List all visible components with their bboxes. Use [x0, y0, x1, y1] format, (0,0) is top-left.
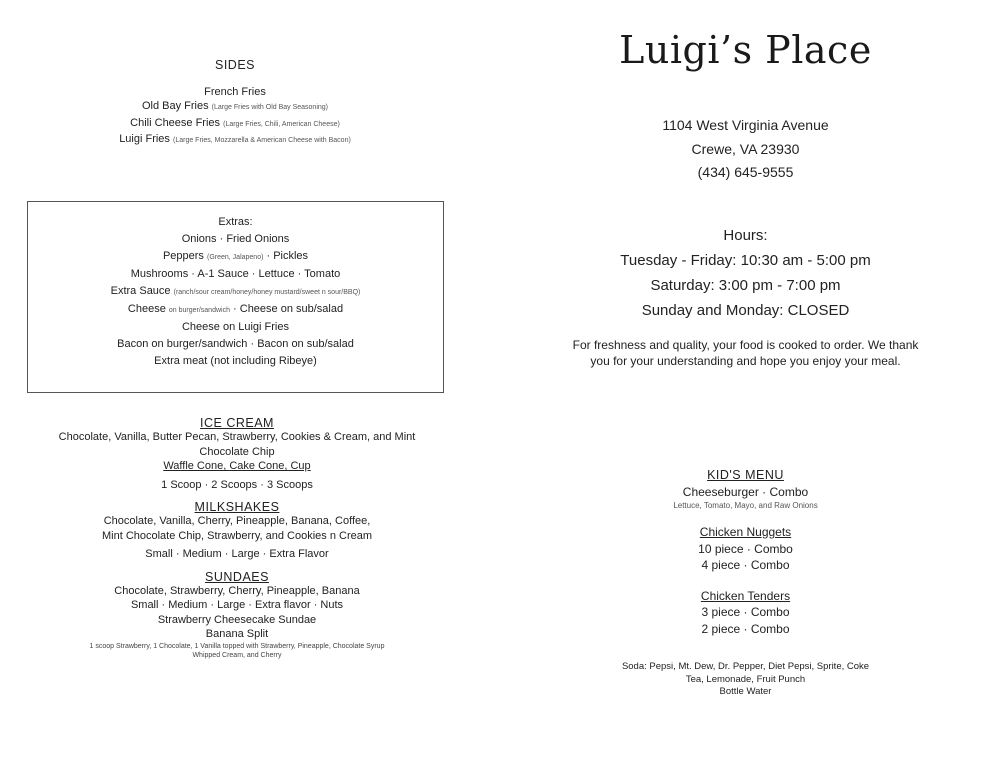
phone-number: (434) 645-9555 — [697, 164, 794, 180]
address-block — [497, 114, 994, 185]
sides-heading: SIDES — [214, 58, 255, 72]
kids-menu-heading: KID'S MENU — [707, 468, 784, 482]
kids-nuggets-option: 4 piece · Combo — [701, 558, 790, 572]
extras-note: (ranch/sour cream/honey/honey mustard/sweet n sour/BBQ) — [173, 289, 361, 296]
milkshakes-sizes: Small · Medium · Large · Extra Flavor — [145, 548, 329, 560]
extras-text: · Cheese on sub/salad — [233, 303, 344, 315]
extras-text: · Pickles — [266, 250, 309, 262]
freshness-note — [497, 337, 994, 369]
desserts-section — [0, 416, 474, 661]
sundaes-heading: SUNDAES — [205, 569, 269, 584]
extras-text: Peppers — [162, 250, 204, 262]
note-line: For freshness and quality, your food is cooked to order. We thank — [572, 338, 919, 352]
sides-item — [0, 99, 470, 115]
kids-tenders-heading: Chicken Tenders — [700, 588, 791, 603]
extras-line: Extra meat (not including Ribeye) — [154, 355, 317, 367]
right-panel — [497, 0, 994, 768]
sundaes-banana-split: Banana Split — [205, 628, 269, 640]
drinks-block — [497, 661, 994, 699]
sides-item-detail: (Large Fries, Chili, American Cheese) — [223, 120, 340, 128]
drinks-line: Bottle Water — [719, 686, 772, 697]
extras-title: Extras: — [218, 216, 253, 228]
kids-tenders-option: 3 piece · Combo — [701, 605, 790, 619]
banana-split-description: Whipped Cream, and Cherry — [192, 652, 282, 659]
city-state-zip: Crewe, VA 23930 — [691, 140, 800, 157]
hours-saturday: Saturday: 3:00 pm - 7:00 pm — [650, 277, 841, 294]
restaurant-title: Luigi’s Place — [619, 28, 872, 72]
icecream-heading: ICE CREAM — [200, 416, 274, 430]
drinks-line: Soda: Pepsi, Mt. Dew, Dr. Pepper, Diet Pepsi, Sprite, Coke — [621, 661, 870, 672]
icecream-flavors: Chocolate, Vanilla, Butter Pecan, Strawberry, Cookies & Cream, and Mint — [58, 431, 416, 443]
sides-item — [0, 132, 470, 148]
icecream-flavors: Chocolate Chip — [199, 445, 275, 458]
extras-note: (Green, Jalapeno) — [207, 254, 264, 261]
hours-closed: Sunday and Monday: CLOSED — [641, 302, 850, 319]
street-address: 1104 West Virginia Avenue — [662, 117, 829, 133]
kids-cheeseburger-desc: Lettuce, Tomato, Mayo, and Raw Onions — [673, 500, 818, 510]
extras-line: Mushrooms · A-1 Sauce · Lettuce · Tomato — [130, 268, 341, 280]
milkshakes-flavors: Mint Chocolate Chip, Strawberry, and Cookies n Cream — [101, 529, 373, 542]
hours-label: Hours: — [723, 227, 768, 244]
extras-line: Bacon on burger/sandwich · Bacon on sub/salad — [117, 338, 354, 350]
kids-nuggets-option: 10 piece · Combo — [698, 541, 793, 556]
milkshakes-flavors: Chocolate, Vanilla, Cherry, Pineapple, Banana, Coffee, — [103, 515, 371, 527]
sides-item — [0, 85, 470, 99]
note-line: you for your understanding and hope you enjoy your meal. — [590, 354, 901, 368]
extras-note: on burger/sandwich — [168, 307, 230, 314]
sides-item-detail: (Large Fries, Mozzarella & American Cheese with Bacon) — [173, 136, 351, 144]
kids-cheeseburger: Cheeseburger · Combo — [682, 485, 809, 499]
kids-nuggets-heading: Chicken Nuggets — [699, 525, 792, 539]
sundaes-cheesecake: Strawberry Cheesecake Sundae — [157, 613, 317, 626]
sides-item-detail: (Large Fries with Old Bay Seasoning) — [211, 104, 329, 112]
kids-menu — [497, 468, 994, 637]
hours-block — [497, 223, 994, 323]
extras-text: Extra Sauce — [110, 285, 171, 297]
sides-item-name: Luigi Fries — [119, 132, 170, 145]
drinks-line: Tea, Lemonade, Fruit Punch — [685, 673, 806, 685]
milkshakes-heading: MILKSHAKES — [194, 500, 280, 514]
extras-line: Cheese on Luigi Fries — [181, 321, 289, 333]
banana-split-description: 1 scoop Strawberry, 1 Chocolate, 1 Vanilla topped with Strawberry, Pineapple, Chocolate Syrup — [89, 642, 385, 650]
extras-line — [28, 301, 443, 319]
sundaes-sizes: Small · Medium · Large · Extra flavor · Nuts — [130, 599, 344, 611]
sides-item-name: French Fries — [204, 86, 266, 98]
extras-line — [28, 283, 443, 301]
sides-section — [0, 58, 470, 148]
sundaes-flavors: Chocolate, Strawberry, Cherry, Pineapple, Banana — [114, 584, 360, 597]
extras-box — [27, 201, 444, 393]
kids-tenders-option: 2 piece · Combo — [701, 621, 790, 636]
sides-item-name: Old Bay Fries — [141, 100, 209, 113]
icecream-scoops: 1 Scoop · 2 Scoops · 3 Scoops — [161, 478, 313, 491]
sides-item — [0, 116, 470, 132]
left-panel — [0, 0, 470, 768]
extras-text: Cheese — [127, 303, 166, 315]
sides-item-name: Chili Cheese Fries — [130, 116, 221, 129]
extras-line — [28, 248, 443, 266]
icecream-cones: Waffle Cone, Cake Cone, Cup — [163, 460, 311, 472]
hours-weekday: Tuesday - Friday: 10:30 am - 5:00 pm — [620, 252, 871, 269]
extras-line: Onions · Fried Onions — [181, 233, 290, 245]
